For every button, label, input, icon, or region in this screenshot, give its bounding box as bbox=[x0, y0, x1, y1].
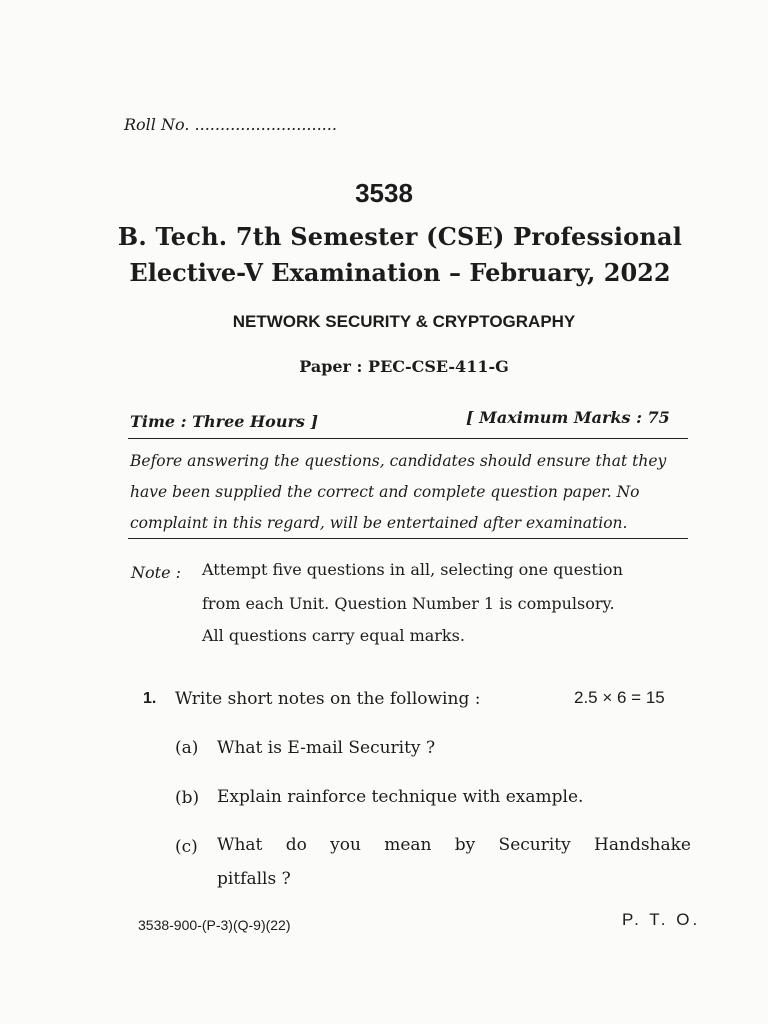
option-label: (a) bbox=[175, 738, 199, 758]
option-label: (b) bbox=[175, 788, 200, 808]
exam-title-line-2: Elective-V Examination – February, 2022 bbox=[129, 258, 671, 287]
note-line: Attempt five questions in all, selecting one question bbox=[202, 560, 623, 579]
paper-code: 3538 bbox=[355, 178, 413, 208]
option-text-continuation: pitfalls ? bbox=[217, 869, 291, 889]
note-line: from each Unit. Question Number 1 is compulsory. bbox=[202, 594, 615, 613]
roll-number-field: Roll No. ............................ bbox=[124, 115, 337, 134]
note-label: Note : bbox=[131, 563, 182, 582]
maximum-marks: [ Maximum Marks : 75 bbox=[466, 408, 670, 427]
question-marks: 2.5 × 6 = 15 bbox=[574, 688, 665, 707]
subject-title: NETWORK SECURITY & CRYPTOGRAPHY bbox=[232, 312, 576, 331]
divider-bottom bbox=[128, 538, 688, 539]
please-turn-over: P. T. O. bbox=[622, 910, 701, 929]
option-text: Explain rainforce technique with example. bbox=[217, 787, 584, 807]
option-text: What do you mean by Security Handshake bbox=[217, 835, 691, 855]
instruction-line: complaint in this regard, will be entertained after examination. bbox=[130, 514, 628, 532]
time-allowed: Time : Three Hours ] bbox=[130, 412, 319, 431]
option-label: (c) bbox=[175, 837, 198, 857]
instruction-line: Before answering the questions, candidates should ensure that they bbox=[130, 452, 667, 470]
option-text: What is E-mail Security ? bbox=[217, 738, 436, 758]
paper-code-line: Paper : PEC-CSE-411-G bbox=[299, 357, 509, 376]
question-number: 1. bbox=[143, 690, 157, 707]
footer-paper-code: 3538-900-(P-3)(Q-9)(22) bbox=[138, 917, 291, 933]
divider-top bbox=[128, 438, 688, 439]
note-line: All questions carry equal marks. bbox=[202, 626, 465, 645]
question-text: Write short notes on the following : bbox=[175, 689, 481, 709]
instruction-line: have been supplied the correct and complete question paper. No bbox=[130, 483, 640, 501]
exam-title-line-1: B. Tech. 7th Semester (CSE) Professional bbox=[117, 222, 683, 251]
